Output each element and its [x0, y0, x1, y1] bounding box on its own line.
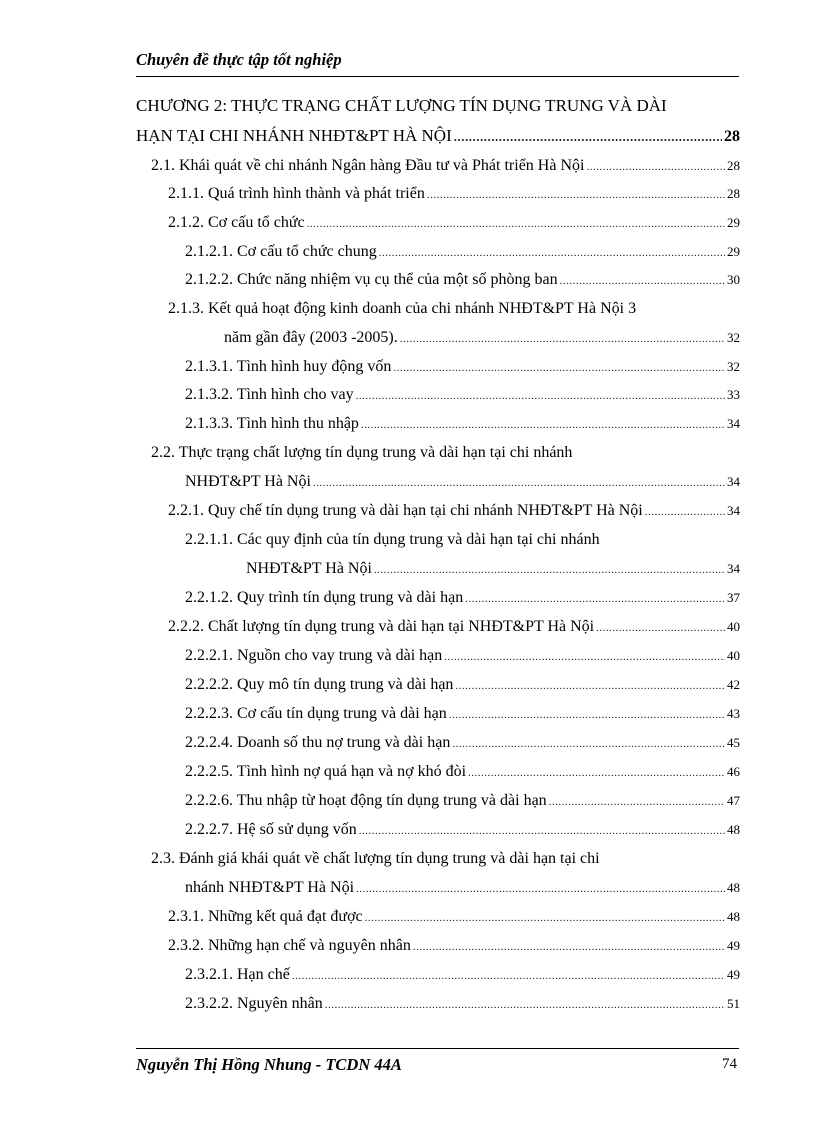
toc-entry-2-2-2-5 — [185, 762, 740, 783]
toc-entry-page: 46 — [727, 764, 740, 779]
footer-author: Nguyễn Thị Hồng Nhung - TCDN 44A — [136, 1055, 402, 1074]
toc-entry-page: 40 — [727, 619, 740, 634]
toc-leader-dots — [449, 705, 725, 725]
toc-entry-text: 2.1.3. Kết quả hoạt động kinh doanh của chi nhánh NHĐT&PT Hà Nội 3 — [168, 300, 637, 317]
toc-entry-text: 2.2.1.2. Quy trình tín dụng trung và dài hạn — [185, 589, 464, 606]
toc-entry-page: 28 — [724, 128, 740, 145]
toc-entry-page: 40 — [727, 648, 740, 663]
toc-entry-text: 2.2.2.1. Nguồn cho vay trung và dài hạn — [185, 647, 443, 664]
toc-entry-text: 2.2.2.6. Thu nhập từ hoạt động tín dụng trung và dài hạn — [185, 792, 547, 809]
toc-leader-dots — [359, 821, 725, 841]
toc-leader-dots — [452, 734, 725, 754]
toc-entry-2-2-1-1-line-1 — [185, 530, 740, 550]
toc-leader-dots — [454, 127, 722, 147]
toc-leader-dots — [365, 908, 725, 928]
toc-entry-chapter-2-line-2 — [136, 126, 740, 147]
toc-entry-page: 33 — [727, 387, 740, 402]
toc-entry-2-1-2-1 — [185, 242, 740, 263]
toc-leader-dots — [586, 157, 725, 177]
toc-entry-page: 45 — [727, 735, 740, 750]
toc-entry-text: 2.2.2.7. Hệ số sử dụng vốn — [185, 821, 357, 838]
toc-entry-text: 2.1. Khái quát về chi nhánh Ngân hàng Đầu tư và Phát triển Hà Nội — [151, 157, 585, 174]
toc-entry-page: 29 — [727, 244, 740, 259]
toc-entry-text: 2.1.1. Quá trình hình thành và phát triển — [168, 185, 425, 202]
toc-entry-page: 32 — [727, 330, 740, 345]
header-rule — [136, 76, 739, 77]
toc-leader-dots — [645, 502, 725, 522]
toc-leader-dots — [325, 995, 725, 1015]
toc-entry-text: năm gần đây (2003 -2005). — [224, 329, 398, 346]
toc-entry-page: 42 — [727, 677, 740, 692]
toc-entry-text: 2.2.1. Quy chế tín dụng trung và dài hạn tại chi nhánh NHĐT&PT Hà Nội — [168, 502, 643, 519]
toc-entry-2-2-2-7 — [185, 820, 740, 841]
toc-entry-text: 2.2. Thực trạng chất lượng tín dụng trung và dài hạn tại chi nhánh — [151, 444, 573, 461]
toc-entry-2-1-3-1 — [185, 357, 740, 378]
toc-leader-dots — [413, 937, 725, 957]
page-number: 74 — [722, 1056, 737, 1072]
toc-entry-text: 2.2.2.2. Quy mô tín dụng trung và dài hạn — [185, 676, 454, 693]
toc-entry-text: NHĐT&PT Hà Nội — [246, 560, 372, 577]
toc-leader-dots — [374, 560, 725, 580]
toc-entry-2-3-2 — [168, 936, 740, 957]
toc-entry-page: 43 — [727, 706, 740, 721]
toc-entry-text: 2.1.2. Cơ cấu tổ chức — [168, 214, 305, 231]
toc-entry-text: 2.3.2. Những hạn chế và nguyên nhân — [168, 937, 411, 954]
toc-entry-text: NHĐT&PT Hà Nội — [185, 473, 311, 490]
toc-leader-dots — [596, 618, 725, 638]
toc-entry-page: 32 — [727, 359, 740, 374]
toc-leader-dots — [292, 966, 725, 986]
toc-entry-page: 30 — [727, 272, 740, 287]
toc-entry-text: 2.2.2.4. Doanh số thu nợ trung và dài hạn — [185, 734, 451, 751]
toc-entry-text: 2.2.1.1. Các quy định của tín dụng trung và dài hạn tại chi nhánh — [185, 531, 600, 548]
toc-entry-2-2-2-1 — [185, 646, 740, 667]
toc-leader-dots — [427, 185, 725, 205]
toc-entry-text: 2.3.1. Những kết quả đạt được — [168, 908, 363, 925]
toc-entry-text: 2.1.3.2. Tình hình cho vay — [185, 386, 354, 403]
toc-entry-2-3-2-2 — [185, 994, 740, 1015]
toc-leader-dots — [560, 271, 725, 291]
running-header-title: Chuyên đề thực tập tốt nghiệp — [136, 50, 342, 69]
toc-entry-text: nhánh NHĐT&PT Hà Nội — [185, 879, 355, 896]
toc-entry-text: 2.3. Đánh giá khái quát về chất lượng tín dụng trung và dài hạn tại chi — [151, 850, 600, 867]
toc-entry-2-3-line-1 — [151, 849, 740, 869]
toc-entry-2-2-2-2 — [185, 675, 740, 696]
toc-entry-page: 37 — [727, 590, 740, 605]
toc-entry-chapter-2-line-1 — [136, 96, 740, 116]
toc-entry-2-1-3-2 — [185, 385, 740, 406]
toc-leader-dots — [468, 763, 725, 783]
toc-entry-text: 2.3.2.2. Nguyên nhân — [185, 995, 323, 1012]
footer-rule — [136, 1048, 739, 1049]
toc-entry-2-1-1 — [168, 184, 740, 205]
toc-entry-2-2-line-1 — [151, 443, 740, 463]
toc-entry-text: 2.1.3.1. Tình hình huy động vốn — [185, 358, 392, 375]
toc-leader-dots — [379, 243, 725, 263]
toc-entry-page: 34 — [727, 561, 740, 576]
toc-leader-dots — [444, 647, 725, 667]
toc-entry-2-1-2-2 — [185, 270, 740, 291]
toc-entry-text: 2.2.2.5. Tình hình nợ quá hạn và nợ khó đòi — [185, 763, 467, 780]
toc-entry-text: 2.1.2.1. Cơ cấu tổ chức chung — [185, 243, 377, 260]
toc-entry-page: 34 — [727, 416, 740, 431]
toc-entry-2-2-2-6 — [185, 791, 740, 812]
toc-entry-text: 2.2.2. Chất lượng tín dụng trung và dài hạn tại NHĐT&PT Hà Nội — [168, 618, 595, 635]
toc-entry-2-2-1-2 — [185, 588, 740, 609]
toc-leader-dots — [465, 589, 725, 609]
toc-entry-2-2-1 — [168, 501, 740, 522]
toc-leader-dots — [313, 473, 725, 493]
toc-entry-page: 28 — [727, 158, 740, 173]
toc-entry-text: 2.2.2.3. Cơ cấu tín dụng trung và dài hạn — [185, 705, 447, 722]
toc-entry-2-1-3-line-1 — [168, 299, 740, 319]
toc-entry-text: 2.1.2.2. Chức năng nhiệm vụ cụ thể của một số phòng ban — [185, 271, 558, 288]
toc-leader-dots — [356, 879, 725, 899]
toc-entry-2-2-line-2 — [185, 472, 740, 493]
toc-entry-page: 28 — [727, 186, 740, 201]
toc-entry-text: CHƯƠNG 2: THỰC TRẠNG CHẤT LƯỢNG TÍN DỤNG TRUNG VÀ DÀI — [136, 96, 667, 115]
toc-entry-2-1-3-3 — [185, 414, 740, 435]
toc-entry-2-1 — [151, 156, 740, 177]
toc-leader-dots — [307, 214, 725, 234]
toc-leader-dots — [400, 329, 725, 349]
toc-entry-2-3-line-2 — [185, 878, 740, 899]
toc-entry-text: 2.3.2.1. Hạn chế — [185, 966, 290, 983]
toc-entry-2-1-3-line-2 — [224, 328, 740, 349]
toc-entry-page: 34 — [727, 474, 740, 489]
toc-entry-page: 34 — [727, 503, 740, 518]
toc-entry-2-1-2 — [168, 213, 740, 234]
toc-entry-2-2-2-3 — [185, 704, 740, 725]
toc-entry-page: 48 — [727, 909, 740, 924]
toc-leader-dots — [455, 676, 725, 696]
toc-entry-page: 47 — [727, 793, 740, 808]
toc-entry-page: 29 — [727, 215, 740, 230]
toc-leader-dots — [549, 792, 725, 812]
toc-entry-page: 48 — [727, 880, 740, 895]
toc-entry-2-2-2-4 — [185, 733, 740, 754]
toc-leader-dots — [361, 415, 725, 435]
toc-entry-2-2-1-1-line-2 — [246, 559, 740, 580]
toc-leader-dots — [393, 358, 725, 378]
toc-entry-page: 51 — [727, 996, 740, 1011]
toc-entry-2-2-2 — [168, 617, 740, 638]
toc-leader-dots — [356, 386, 725, 406]
toc-entry-2-3-2-1 — [185, 965, 740, 986]
toc-entry-page: 49 — [727, 967, 740, 982]
toc-entry-page: 49 — [727, 938, 740, 953]
toc-entry-2-3-1 — [168, 907, 740, 928]
toc-entry-page: 48 — [727, 822, 740, 837]
toc-entry-text: HẠN TẠI CHI NHÁNH NHĐT&PT HÀ NỘI — [136, 126, 452, 145]
toc-entry-text: 2.1.3.3. Tình hình thu nhập — [185, 415, 359, 432]
